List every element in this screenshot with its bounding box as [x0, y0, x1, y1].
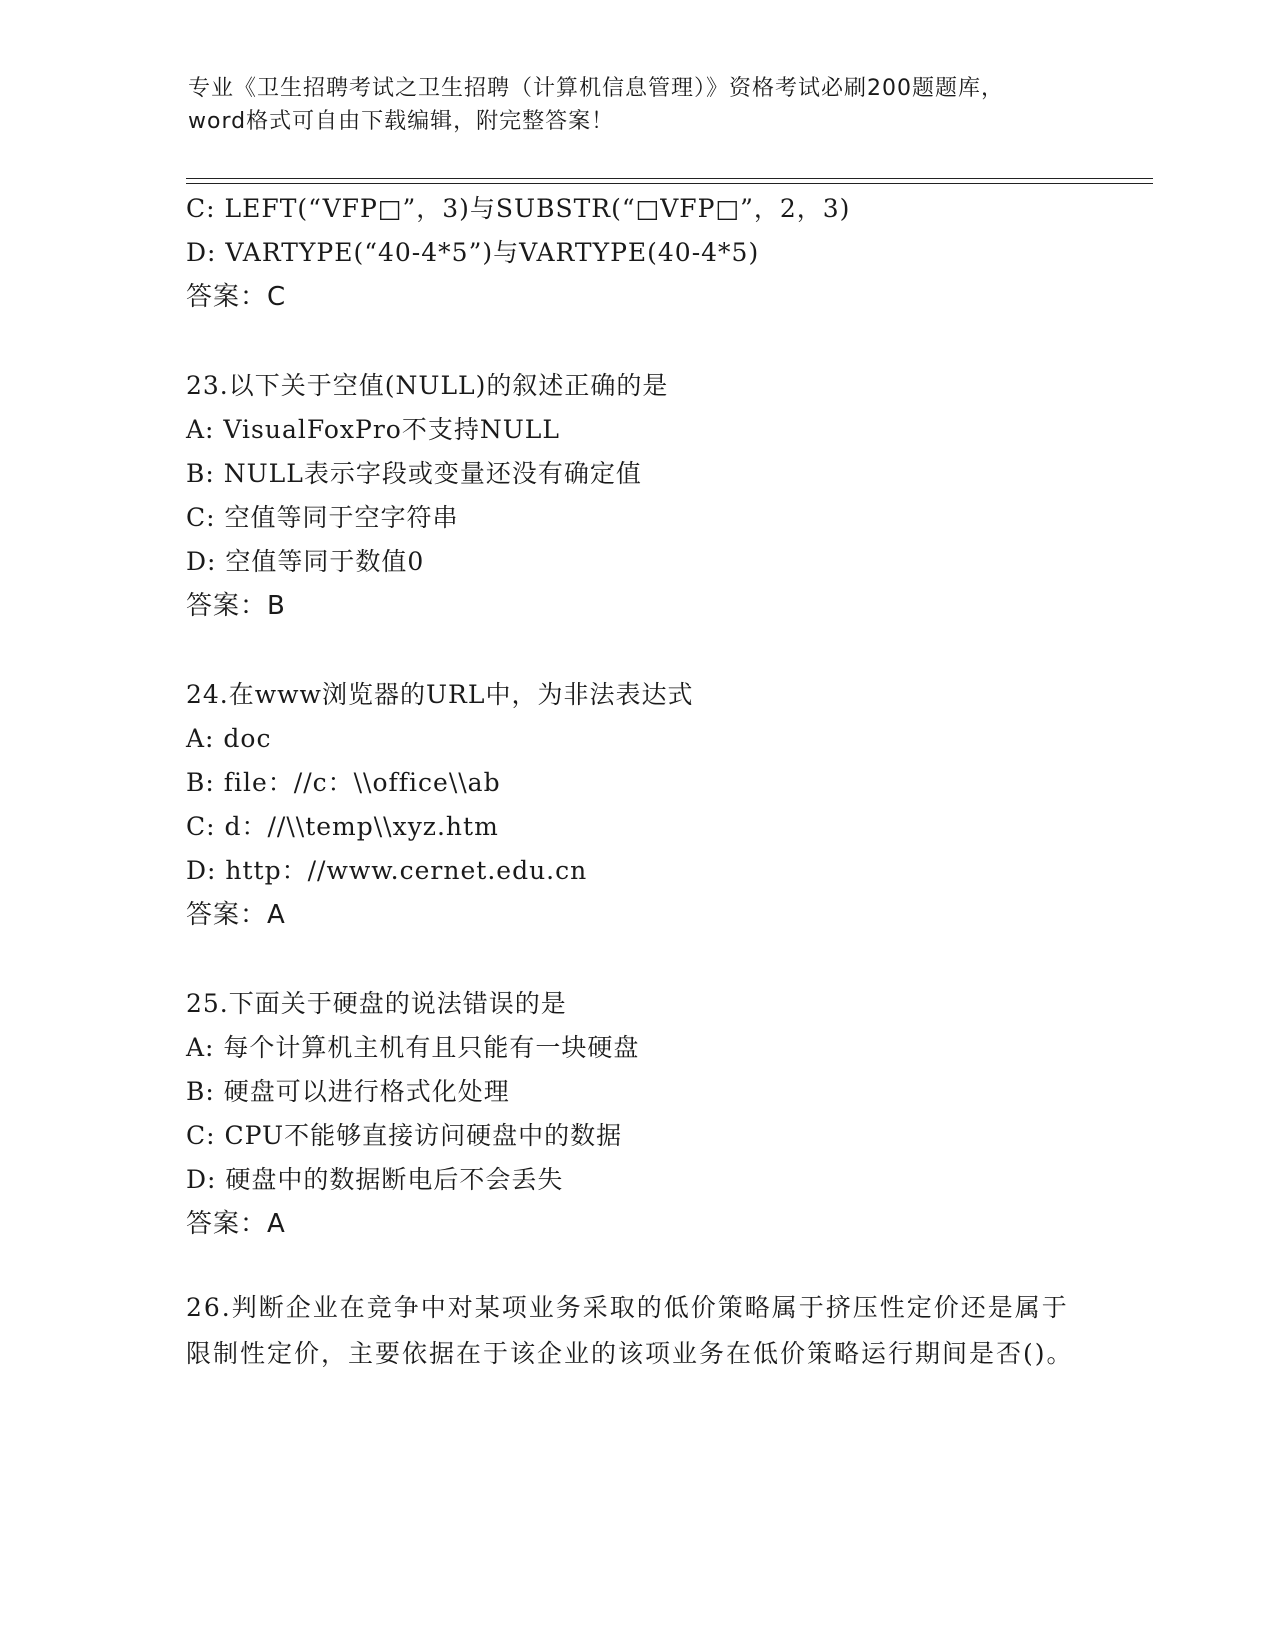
q23-option-d: D: 空值等同于数值0: [186, 547, 425, 576]
q22-answer: 答案：C: [186, 282, 287, 312]
q23-option-c: C: 空值等同于空字符串: [186, 503, 459, 532]
q25-answer: 答案：A: [186, 1209, 286, 1239]
header-divider-bottom: [186, 183, 1153, 184]
document-header: [188, 72, 1088, 138]
q23-option-b: B: NULL表示字段或变量还没有确定值: [186, 459, 642, 488]
q22-option-c: C: LEFT(“VFP□”，3)与SUBSTR(“□VFP□”，2，3): [186, 194, 851, 223]
q24-question: 24.在www浏览器的URL中，为非法表达式: [186, 680, 694, 709]
q23-question: 23.以下关于空值(NULL)的叙述正确的是: [186, 371, 669, 400]
header-line-2: word格式可自由下载编辑，附完整答案！: [188, 109, 615, 134]
q25-option-d: D: 硬盘中的数据断电后不会丢失: [186, 1165, 564, 1194]
q25-option-c: C: CPU不能够直接访问硬盘中的数据: [186, 1121, 623, 1150]
header-divider-top: [186, 178, 1153, 179]
q26-question: 26.判断企业在竞争中对某项业务采取的低价策略属于挤压性定价还是属于限制性定价，主要依据在于该企业的该项业务在低价策略运行期间是否()。: [186, 1293, 1074, 1368]
q25-option-b: B: 硬盘可以进行格式化处理: [186, 1077, 510, 1106]
header-line-1: 专业《卫生招聘考试之卫生招聘（计算机信息管理）》资格考试必刷200题题库，: [188, 76, 1004, 101]
q24-option-d: D: http：//www.cernet.edu.cn: [186, 856, 588, 885]
q25-question: 25.下面关于硬盘的说法错误的是: [186, 989, 567, 1018]
q22-option-d: D: VARTYPE(“40-4*5”)与VARTYPE(40-4*5): [186, 238, 760, 267]
q24-option-a: A: doc: [186, 724, 272, 753]
q23-answer: 答案：B: [186, 591, 286, 621]
q24-answer: 答案：A: [186, 900, 286, 930]
q24-option-c: C: d：//\\temp\\xyz.htm: [186, 812, 499, 841]
q24-option-b: B: file：//c：\\office\\ab: [186, 768, 501, 797]
q25-option-a: A: 每个计算机主机有且只能有一块硬盘: [186, 1033, 640, 1062]
q23-option-a: A: VisualFoxPro不支持NULL: [186, 415, 560, 444]
